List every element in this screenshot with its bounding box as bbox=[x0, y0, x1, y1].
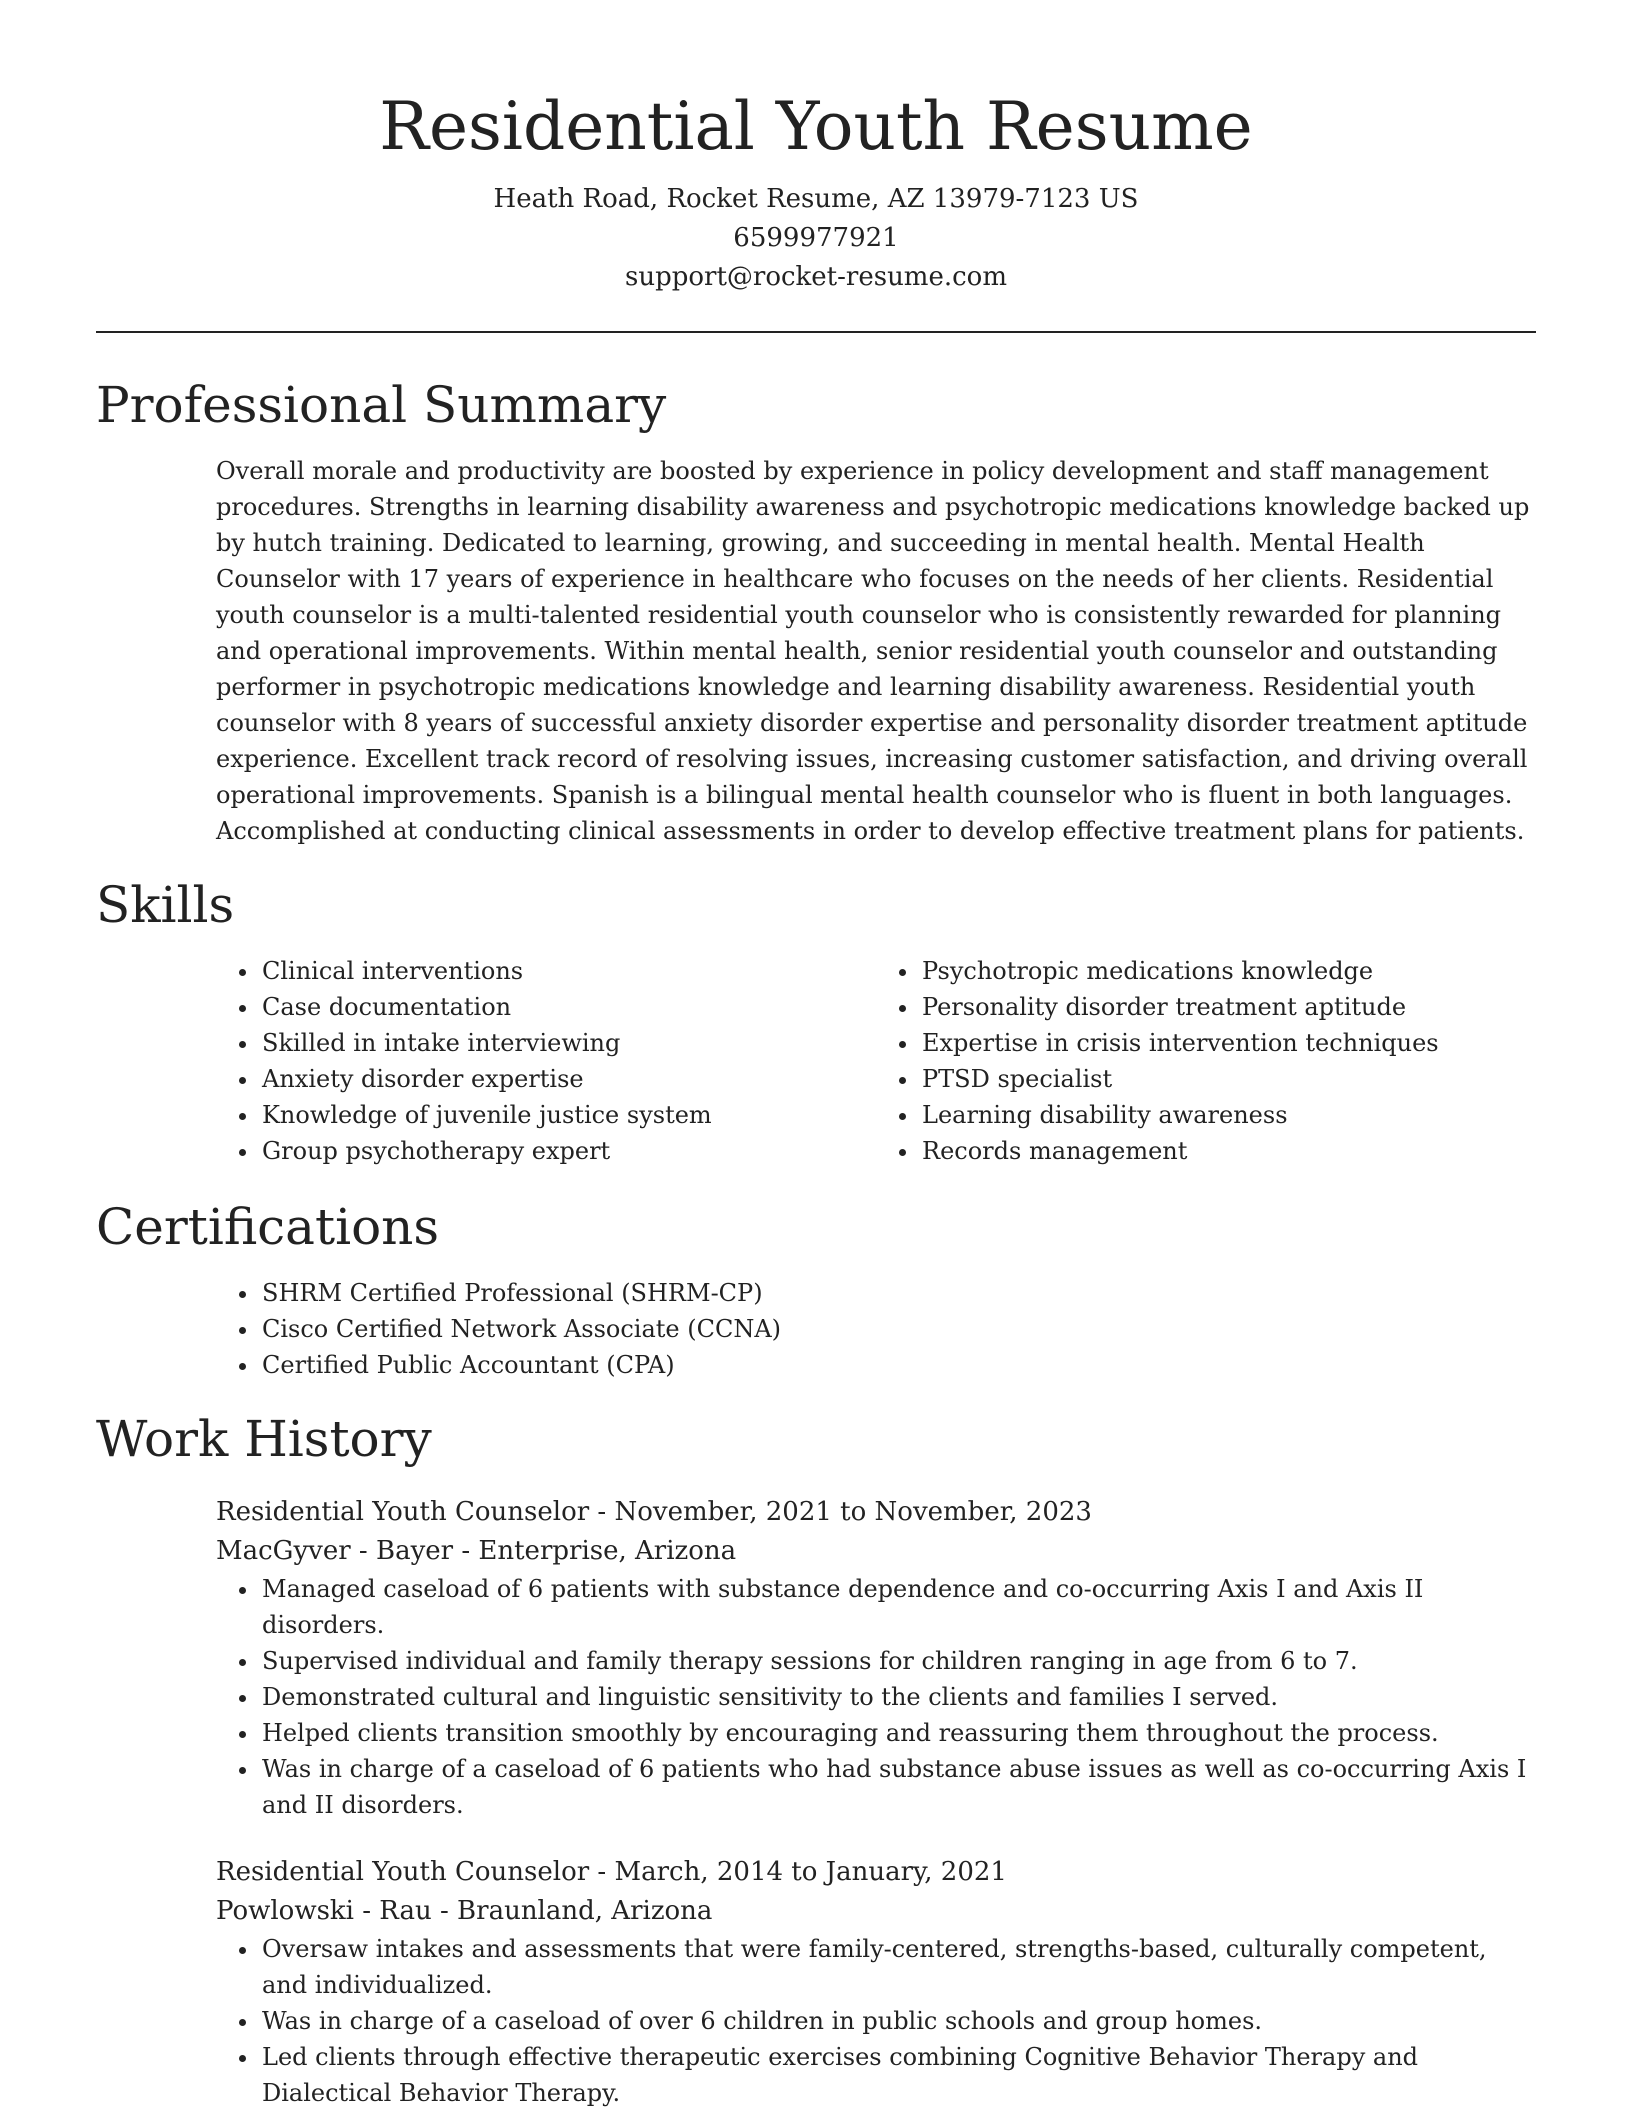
certification-item: • Certified Public Accountant (CPA) bbox=[260, 1347, 1536, 1383]
skill-item: • Knowledge of juvenile justice system bbox=[260, 1097, 876, 1133]
certifications-list bbox=[216, 1275, 1536, 1383]
job-bullet: • Supervised individual and family therapy sessions for children ranging in age from 6 to 7. bbox=[260, 1643, 1536, 1679]
job-company-line: Powlowski - Rau - Braunland, Arizona bbox=[216, 1896, 713, 1926]
contact-block bbox=[96, 180, 1536, 297]
resume-page bbox=[96, 0, 1536, 2112]
job-bullets bbox=[216, 1931, 1536, 2111]
contact-email: support@rocket-resume.com bbox=[624, 262, 1007, 292]
job-bullet: • Oversaw intakes and assessments that were family-centered, strengths-based, culturally competent, and individualized. bbox=[260, 1931, 1536, 2003]
skill-item: • PTSD specialist bbox=[920, 1061, 1536, 1097]
skill-item: • Records management bbox=[920, 1133, 1536, 1169]
job-bullet: • Was in charge of a caseload of 6 patients who had substance abuse issues as well as co-occurring Axis I and II disorders. bbox=[260, 1751, 1536, 1823]
job-bullet: • Led clients through effective therapeutic exercises combining Cognitive Behavior Therapy and Dialectical Behavior Therapy. bbox=[260, 2039, 1536, 2111]
summary-heading: Professional Summary bbox=[96, 376, 667, 434]
work-history-heading: Work History bbox=[96, 1410, 432, 1468]
skill-item: • Expertise in crisis intervention techniques bbox=[920, 1025, 1536, 1061]
header-divider bbox=[96, 331, 1536, 333]
job-bullet: • Was in charge of a caseload of over 6 children in public schools and group homes. bbox=[260, 2003, 1536, 2039]
job-bullet: • Helped clients transition smoothly by encouraging and reassuring them throughout the process. bbox=[260, 1715, 1536, 1751]
job-bullets bbox=[216, 1571, 1536, 1823]
skill-item: • Case documentation bbox=[260, 989, 876, 1025]
skills-list bbox=[96, 953, 1536, 1169]
certification-item: • SHRM Certified Professional (SHRM-CP) bbox=[260, 1275, 1536, 1311]
skills-column-right bbox=[876, 953, 1536, 1169]
skills-column-left bbox=[216, 953, 876, 1169]
skill-item: • Group psychotherapy expert bbox=[260, 1133, 876, 1169]
skills-heading: Skills bbox=[96, 876, 235, 934]
resume-title: Residential Youth Resume bbox=[379, 88, 1253, 165]
contact-phone: 6599977921 bbox=[733, 223, 899, 253]
skill-item: • Psychotropic medications knowledge bbox=[920, 953, 1536, 989]
certifications-bullets bbox=[216, 1275, 1536, 1383]
contact-address: Heath Road, Rocket Resume, AZ 13979-7123 US bbox=[493, 184, 1139, 214]
job-bullet: • Demonstrated cultural and linguistic sensitivity to the clients and families I served. bbox=[260, 1679, 1536, 1715]
job-title-line: Residential Youth Counselor - November, 2021 to November, 2023 bbox=[216, 1497, 1092, 1527]
job-company-line: MacGyver - Bayer - Enterprise, Arizona bbox=[216, 1536, 737, 1566]
job-entry bbox=[216, 1493, 1536, 1823]
certification-item: • Cisco Certified Network Associate (CCNA) bbox=[260, 1311, 1536, 1347]
skill-item: • Clinical interventions bbox=[260, 953, 876, 989]
skill-item: • Learning disability awareness bbox=[920, 1097, 1536, 1133]
summary-text: Overall morale and productivity are boosted by experience in policy development and staff management procedures. Strengths in learning disability awareness and psychotropic medications knowledge backed up by hutch training. Dedicated to learning, growing, and succeeding in mental health. Mental Health Counselor with 17 years of experience in healthcare who focuses on the needs of her clients. Residential youth counselor is a multi-talented residential youth counselor who is consistently rewarded for planning and operational improvements. Within mental health, senior residential youth counselor and outstanding performer in psychotropic medications knowledge and learning disability awareness. Residential youth counselor with 8 years of successful anxiety disorder expertise and personality disorder treatment aptitude experience. Excellent track record of resolving issues, increasing customer satisfaction, and driving overall operational improvements. Spanish is a bilingual mental health counselor who is fluent in both languages. Accomplished at conducting clinical assessments in order to develop effective treatment plans for patients. bbox=[216, 457, 1530, 845]
skill-item: • Personality disorder treatment aptitude bbox=[920, 989, 1536, 1025]
job-bullet: • Managed caseload of 6 patients with substance dependence and co-occurring Axis I and Axis II disorders. bbox=[260, 1571, 1536, 1643]
certifications-heading: Certifications bbox=[96, 1198, 440, 1256]
skill-item: • Skilled in intake interviewing bbox=[260, 1025, 876, 1061]
skill-item: • Anxiety disorder expertise bbox=[260, 1061, 876, 1097]
job-entry bbox=[216, 1853, 1536, 2111]
job-title-line: Residential Youth Counselor - March, 2014 to January, 2021 bbox=[216, 1857, 1007, 1887]
